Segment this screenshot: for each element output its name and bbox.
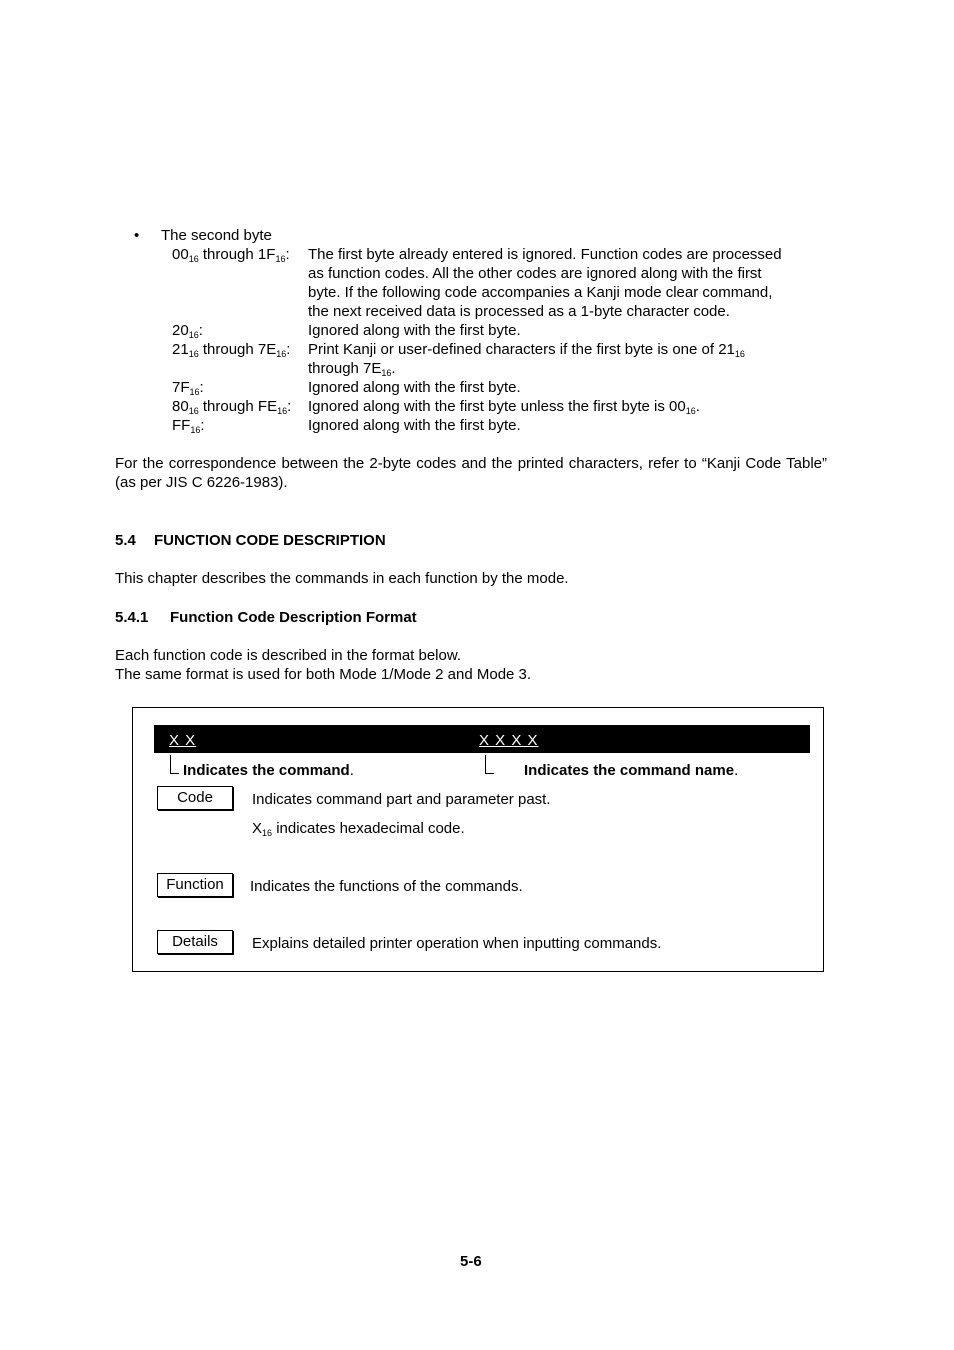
function-label-box: Function [157,873,233,897]
subsection-number: 5.4.1 [115,609,149,626]
code-range-00-1f: $00_{16}$ through $1F_{16}$: [172,246,290,264]
code-20: $20_{16}$: [172,322,203,340]
command-name-caption: Indicates the command name. [524,762,739,779]
code-7f-desc: Ignored along with the first byte. [308,379,521,396]
bullet-dot: • [134,227,140,244]
code-20-desc: Ignored along with the first byte. [308,322,521,339]
subsection-line-1: Each function code is described in the format below. [115,647,462,664]
subsection-line-2: The same format is used for both Mode 1/Mode 2 and Mode 3. [115,666,532,683]
code-range-80-fe-desc: Ignored along with the first byte unless the first byte is $00_{16}$. [308,398,700,416]
page-number: 5-6 [460,1253,482,1270]
command-pointer-icon [170,755,179,774]
section-number: 5.4 [115,532,136,549]
command-name-pointer-icon [485,755,494,774]
command-placeholder: X X [169,732,197,749]
hex-code-note: $X_{16}$ indicates hexadecimal code. [252,820,465,838]
correspondence-paragraph: For the correspondence between the 2-byte codes and the printed characters, refer to “Kanji Code Table” (as per JIS C 6226-1983). [115,455,827,491]
command-name-placeholder: X X X X [479,732,539,749]
section-intro: This chapter describes the commands in each function by the mode. [115,570,569,587]
code-range-21-7e-desc: Print Kanji or user-defined characters if the first byte is one of $21_{16}$ through $7E_{16}$. [308,341,745,378]
code-description: Indicates command part and parameter past. [252,791,551,808]
details-label-box: Details [157,930,233,954]
second-byte-heading: The second byte [161,227,272,244]
code-range-80-fe: $80_{16}$ through $FE_{16}$: [172,398,292,416]
details-description: Explains detailed printer operation when inputting commands. [252,935,662,952]
code-label-box: Code [157,786,233,810]
code-range-21-7e: $21_{16}$ through $7E_{16}$: [172,341,291,359]
code-range-00-1f-desc: The first byte already entered is ignored. Function codes are processed as function codes. All the other codes are ignored along with the first byte. If the following code accompanies a Kanji mode clear command, the next received data is processed as a 1-byte character code. [308,246,782,320]
code-ff-desc: Ignored along with the first byte. [308,417,521,434]
code-ff: $FF_{16}$: [172,417,205,435]
command-caption: Indicates the command. [183,762,354,779]
code-7f: $7F_{16}$: [172,379,204,397]
section-title: FUNCTION CODE DESCRIPTION [154,532,386,549]
function-description: Indicates the functions of the commands. [250,878,523,895]
subsection-title: Function Code Description Format [170,609,417,626]
